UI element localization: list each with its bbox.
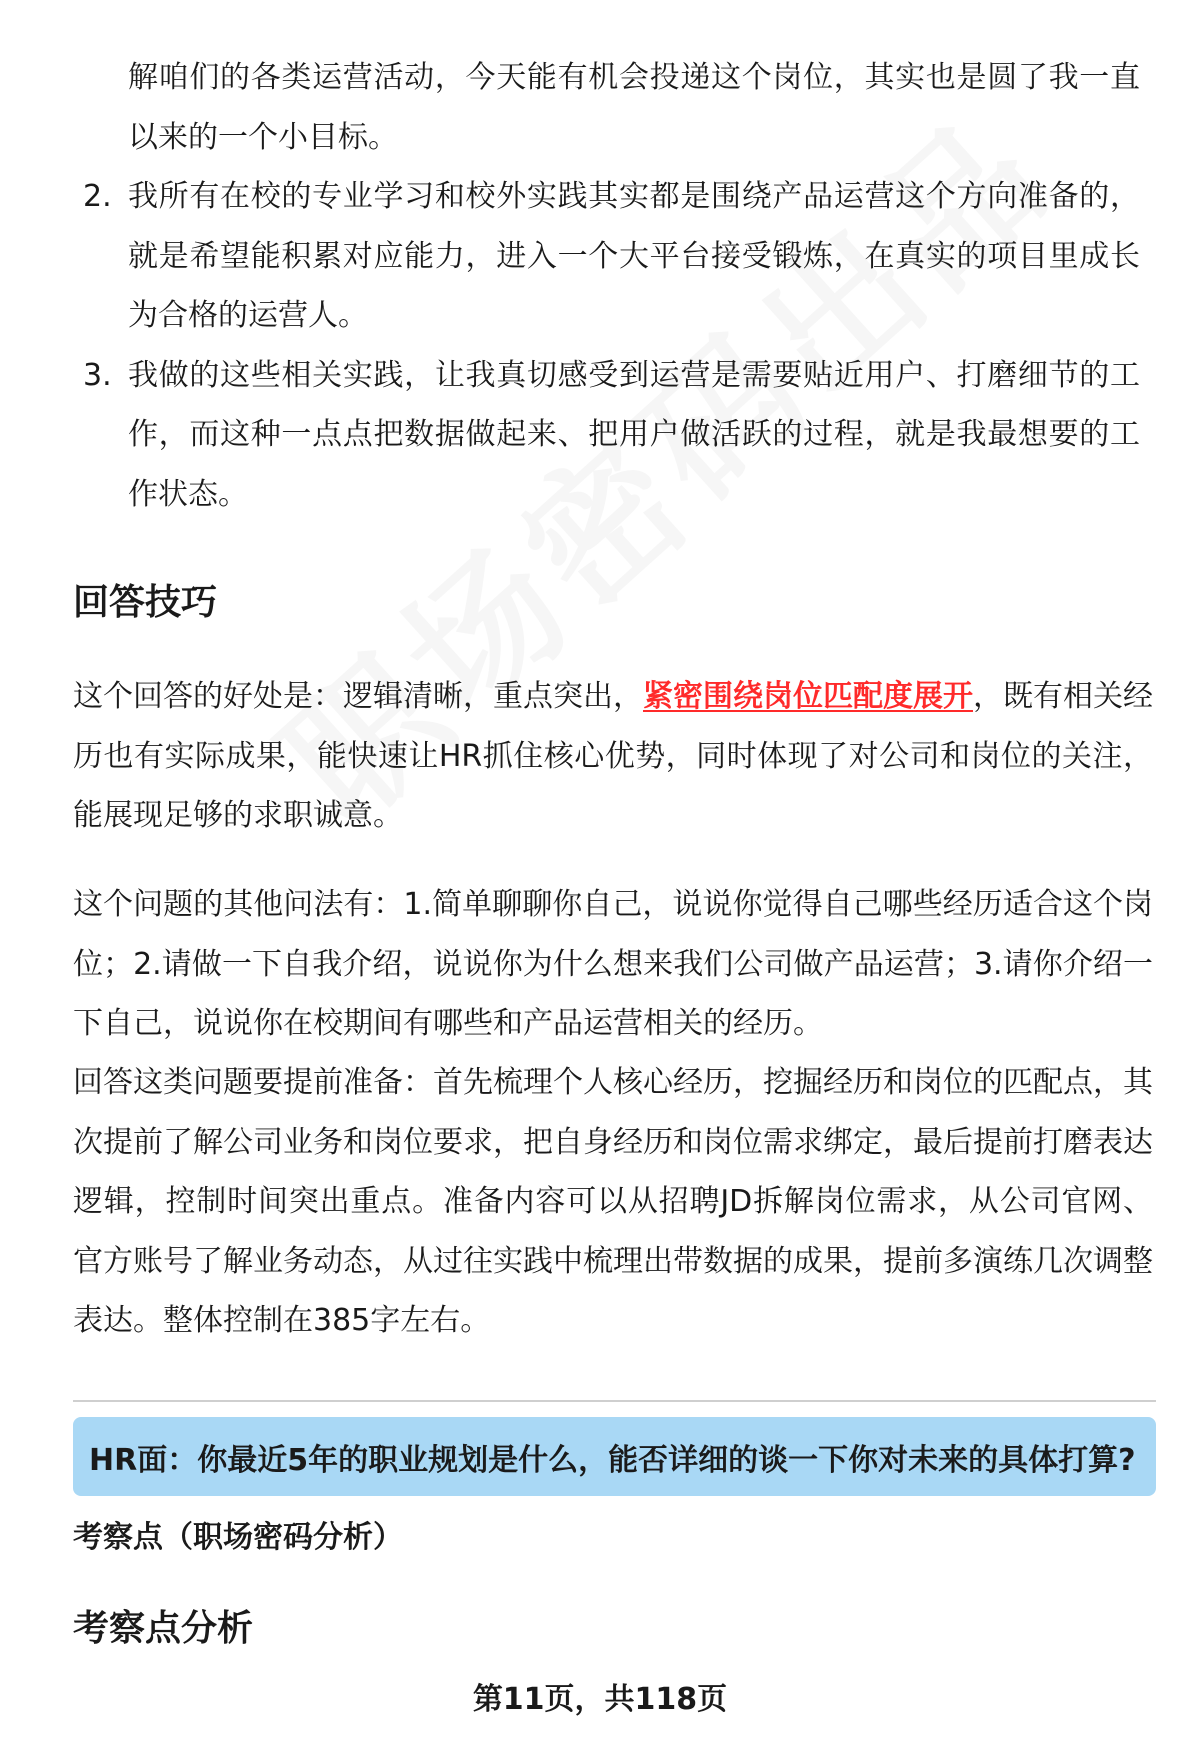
list-item bbox=[0, 167, 1140, 346]
tips-p1-text: 这个回答的好处是：逻辑清晰，重点突出， bbox=[73, 679, 643, 714]
subheading-examine-points: 考察点（职场密码分析） bbox=[73, 1520, 403, 1555]
list-item-text: 我所有在校的专业学习和校外实践其实都是围绕产品运营这个方向准备的，就是希望能积累对应能力，进入一个大平台接受锻炼，在真实的项目里成长为合格的运营人。 bbox=[128, 179, 1140, 333]
numbered-list bbox=[0, 48, 1200, 524]
tips-p1-text-after: ，既有相关经历也有实际成果，能快速让HR抓住核心优势，同时体现了对公司和岗位的关注，能展现足够的求职诚意。 bbox=[73, 679, 1153, 833]
question-text: HR面：你最近5年的职业规划是什么，能否详细的谈一下你对未来的具体打算? bbox=[89, 1442, 1136, 1478]
list-item-number: 2. bbox=[83, 179, 112, 214]
list-item bbox=[0, 48, 1140, 167]
tips-p1-highlight: 紧密围绕岗位匹配度展开 bbox=[643, 679, 973, 714]
section-divider bbox=[73, 1400, 1156, 1402]
tips-paragraph-2: 这个问题的其他问法有：1.简单聊聊你自己，说说你觉得自己哪些经历适合这个岗位；2.请做一下自我介绍，说说你为什么想来我们公司做产品运营；3.请你介绍一下自己，说说你在校期间有哪些和产品运营相关的经历。 bbox=[73, 887, 1153, 1041]
list-item-text: 解咱们的各类运营活动，今天能有机会投递这个岗位，其实也是圆了我一直以来的一个小目标。 bbox=[128, 60, 1140, 155]
section-heading-analysis: 考察点分析 bbox=[73, 1608, 254, 1649]
list-item-number: 3. bbox=[83, 357, 112, 393]
section-heading-tips: 回答技巧 bbox=[73, 582, 218, 623]
tips-paragraph-1 bbox=[73, 667, 1153, 846]
list-item-text: 我做的这些相关实践，让我真切感受到运营是需要贴近用户、打磨细节的工作，而这种一点点把数据做起来、把用户做活跃的过程，就是我最想要的工作状态。 bbox=[128, 357, 1140, 512]
tips-paragraph-3: 回答这类问题要提前准备：首先梳理个人核心经历，挖掘经历和岗位的匹配点，其次提前了解公司业务和岗位要求，把自身经历和岗位需求绑定，最后提前打磨表达逻辑，控制时间突出重点。准备内容可以从招聘JD拆解岗位需求，从公司官网、官方账号了解业务动态，从过往实践中梳理出带数据的成果，提前多演练几次调整表达。整体控制在385字左右。 bbox=[73, 1065, 1153, 1338]
question-box bbox=[73, 1417, 1156, 1496]
page-number: 第11页，共118页 bbox=[472, 1682, 728, 1717]
list-item bbox=[0, 346, 1140, 525]
